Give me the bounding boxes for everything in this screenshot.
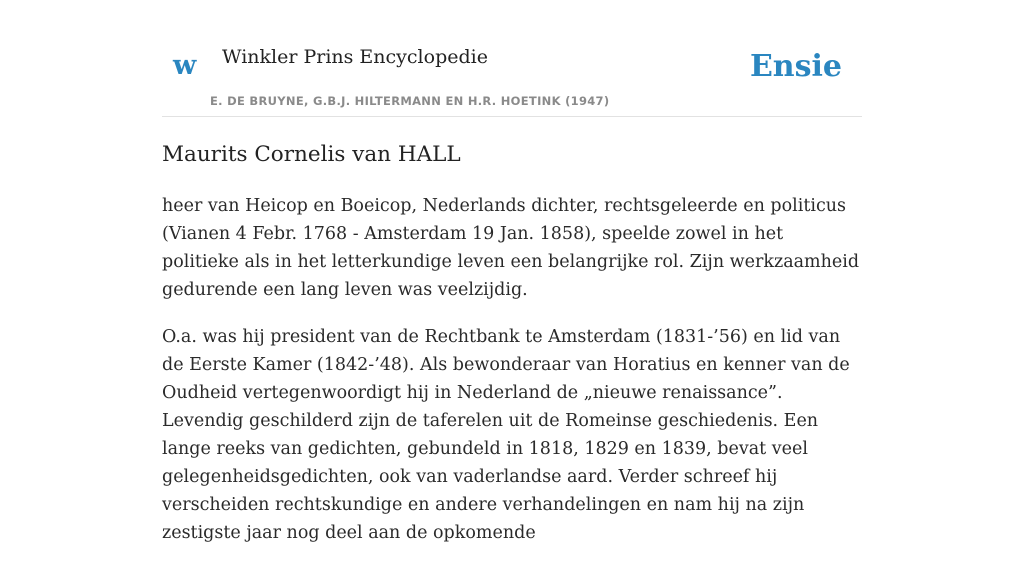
publication-title: Winkler Prins Encyclopedie <box>222 46 488 68</box>
article-paragraph: heer van Heicop en Boeicop, Nederlands dichter, rechtsgeleerde en politicus (Vianen 4 Febr. 1768 - Amsterdam 19 Jan. 1858), speelde zowel in het politieke als in het letterkundige leven een belangrijke rol. Zijn werkzaamheid gedurende een lang leven was veelzijdig. <box>162 196 860 300</box>
article-title: Maurits Cornelis van HALL <box>162 142 461 167</box>
article-paragraph: O.a. was hij president van de Rechtbank te Amsterdam (1831-’56) en lid van de Eerste Kamer (1842-’48). Als bewonderaar van Horatius en kenner van de Oudheid vertegenwoordigt hij in Nederland de „nieuwe renaissance”. Levendig geschilderd zijn de taferelen uit de Romeinse geschiedenis. Een lange reeks van gedichten, gebundeld in 1818, 1829 en 1839, bevat veel gelegenheidsgedichten, ook van vaderlandse aard. Verder schreef hij verscheiden rechtskundige en andere verhandelingen en nam hij na zijn zestigste jaar nog deel aan de opkomende <box>162 327 850 543</box>
ensie-brand-link[interactable]: Ensie <box>749 49 842 84</box>
publication-authors: E. DE BRUYNE, G.B.J. HILTERMANN EN H.R. HOETINK (1947) <box>210 94 610 108</box>
publication-header <box>162 0 862 117</box>
publication-logo: w <box>173 50 197 81</box>
article <box>162 140 862 566</box>
